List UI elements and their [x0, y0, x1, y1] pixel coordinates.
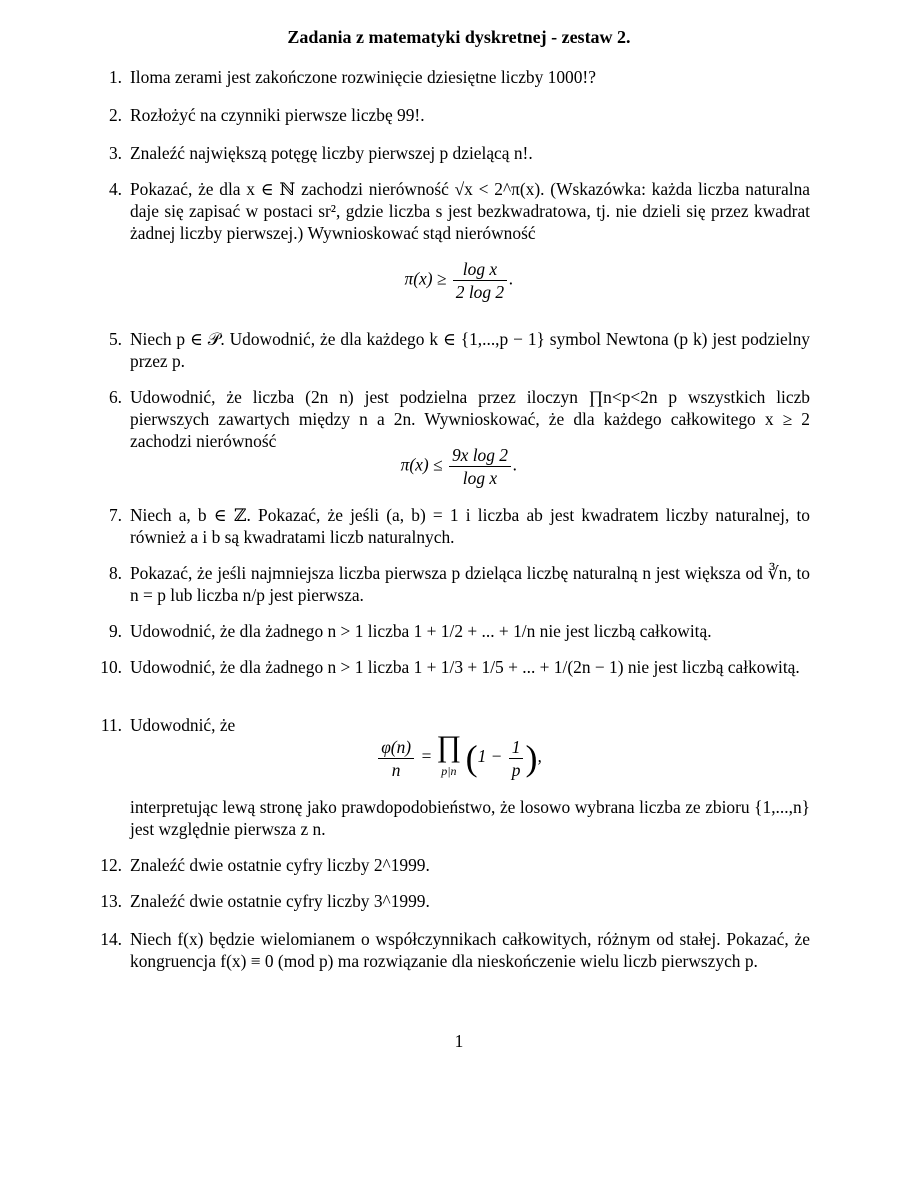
product-symbol: ∏ [436, 730, 462, 763]
eq-lhs: π(x) ≥ [404, 268, 447, 289]
fraction [449, 444, 511, 489]
page-number: 1 [454, 1031, 464, 1051]
problem-text: Znaleźć dwie ostatnie cyfry liczby 2^1999. [130, 855, 430, 875]
problem-text: Udowodnić, że dla żadnego n > 1 liczba 1 + 1/2 + ... + 1/n nie jest liczbą całkowitą. [130, 621, 712, 641]
product-operator [436, 730, 462, 782]
problem-text: Udowodnić, że liczba (2n n) jest podzielna przez iloczyn ∏n<p<2n p wszystkich liczb pierwszych zawartych między n a 2n. Wywnioskować, że dla każdego całkowitego x ≥ 2 zachodzi nierówność [130, 387, 810, 451]
fraction [378, 736, 414, 781]
problem-number: 4. [108, 179, 122, 199]
denominator: 2 log 2 [455, 282, 505, 302]
inner-numerator: 1 [509, 736, 524, 759]
problem-text: Znaleźć dwie ostatnie cyfry liczby 3^1999. [130, 891, 430, 911]
problem-text: Iloma zerami jest zakończone rozwinięcie dziesiętne liczby 1000!? [130, 67, 596, 87]
problem-number: 2. [108, 105, 122, 125]
problem-number: 5. [108, 329, 122, 349]
numerator: log x [453, 258, 507, 281]
problem-number: 12. [100, 855, 122, 875]
problem-number: 11. [100, 715, 122, 735]
problem-number: 8. [108, 563, 122, 583]
inner-fraction [509, 736, 524, 781]
denominator: log x [462, 468, 498, 488]
problem-number: 7. [108, 505, 122, 525]
inner-denominator: p [511, 759, 521, 780]
problem-text: Udowodnić, że [130, 715, 236, 735]
problem-text: Niech a, b ∈ ℤ. Pokazać, że jeśli (a, b) = 1 i liczba ab jest kwadratem liczby naturalnej, to również a i b są kwadratami liczb naturalnych. [130, 505, 810, 547]
problem-text: Udowodnić, że dla żadnego n > 1 liczba 1 + 1/3 + 1/5 + ... + 1/(2n − 1) nie jest liczbą całkowitą. [130, 657, 800, 677]
problem-text: interpretując lewą stronę jako prawdopodobieństwo, że losowo wybrana liczba ze zbioru {1,...,n} jest względnie pierwsza z n. [130, 797, 810, 839]
denominator: n [391, 759, 401, 780]
eq-lhs: π(x) ≤ [400, 454, 443, 475]
problem-text: Pokazać, że jeśli najmniejsza liczba pierwsza p dzieląca liczbę naturalną n jest większa od ∛n, to n = p lub liczba n/p jest pierwsza. [130, 563, 810, 605]
problem-text: Niech f(x) będzie wielomianem o współczynnikach całkowitych, różnym od stałej. Pokazać, że kongruencja f(x) ≡ 0 (mod p) ma rozwiązanie dla nieskończenie wielu liczb pierwszych p. [130, 929, 810, 971]
problem-number: 10. [100, 657, 122, 677]
problem-number: 9. [108, 621, 122, 641]
problem-number: 6. [108, 387, 122, 407]
numerator: 9x log 2 [449, 444, 511, 467]
equation-11: $\frac{\varphi(n)}{n}$ = ∏ p|n (1 − $\frac{1}{p}$ ), [0, 734, 918, 782]
problem-text: Pokazać, że dla x ∈ ℕ zachodzi nierówność √x < 2^π(x). (Wskazówka: każda liczba naturalna daje się zapisać w postaci sr², gdzie liczba s jest bezkwadratowa, tj. nie dzieli się przez kwadrat żadnej liczby pierwszej.) Wywnioskować stąd nierówność [130, 179, 810, 243]
problem-number: 3. [108, 143, 122, 163]
equation-6: π(x) ≤ $\frac{\text{9x log 2}}{\text{log x}}$ . [400, 445, 518, 488]
problem-number: 1. [108, 67, 122, 87]
problem-text: Znaleźć największą potęgę liczby pierwszej p dzielącą n!. [130, 143, 533, 163]
problem-number: 14. [100, 929, 122, 949]
document-title: Zadania z matematyki dyskretnej - zestaw 2. [287, 27, 631, 47]
numerator: φ(n) [378, 736, 414, 759]
problem-number: 13. [100, 891, 122, 911]
problem-text: Rozłożyć na czynniki pierwsze liczbę 99!. [130, 105, 425, 125]
fraction [453, 258, 507, 303]
problem-text: Niech p ∈ 𝒫. Udowodnić, że dla każdego k ∈ {1,...,p − 1} symbol Newtona (p k) jest podzielny przez p. [130, 329, 810, 371]
equation-4: π(x) ≥ $\frac{\text{log x}}{2 \log 2}$ . [404, 259, 514, 302]
product-index: p|n [441, 764, 457, 778]
